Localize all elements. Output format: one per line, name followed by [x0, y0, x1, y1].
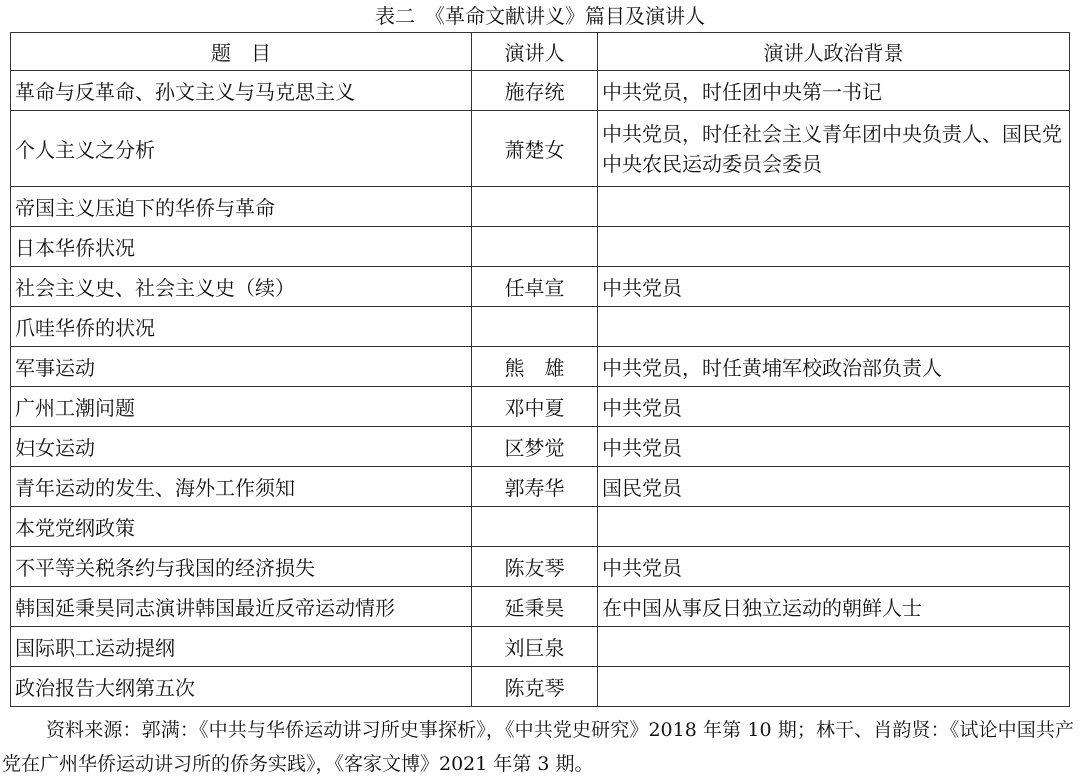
table-row — [11, 71, 1070, 111]
speaker-cell: 延秉昊 — [472, 587, 598, 627]
table-row — [11, 267, 1070, 307]
topic-cell: 爪哇华侨的状况 — [11, 307, 472, 347]
table-caption: 表二 《革命文献讲义》篇目及演讲人 — [375, 4, 705, 28]
background-cell: 国民党员 — [598, 467, 1070, 507]
table-row — [11, 587, 1070, 627]
topic-cell: 国际职工运动提纲 — [11, 627, 472, 667]
speaker-cell: 陈克琴 — [472, 667, 598, 707]
table-row — [11, 627, 1070, 667]
speaker-cell — [472, 307, 598, 347]
speaker-cell: 萧楚女 — [472, 111, 598, 187]
topic-cell: 韩国延秉昊同志演讲韩国最近反帝运动情形 — [11, 587, 472, 627]
background-cell: 中共党员，时任团中央第一书记 — [598, 71, 1070, 111]
topic-cell: 本党党纲政策 — [11, 507, 472, 547]
speaker-cell: 施存统 — [472, 71, 598, 111]
background-cell: 中共党员 — [598, 267, 1070, 307]
background-cell — [598, 307, 1070, 347]
speaker-cell: 邓中夏 — [472, 387, 598, 427]
speaker-cell: 区梦觉 — [472, 427, 598, 467]
topic-cell: 日本华侨状况 — [11, 227, 472, 267]
header-speaker: 演讲人 — [472, 33, 598, 71]
topic-cell: 政治报告大纲第五次 — [11, 667, 472, 707]
topic-cell: 不平等关税条约与我国的经济损失 — [11, 547, 472, 587]
background-cell — [598, 227, 1070, 267]
table-header-row — [11, 33, 1070, 71]
background-cell: 中共党员 — [598, 547, 1070, 587]
background-cell — [598, 507, 1070, 547]
lecture-table — [10, 32, 1070, 707]
background-cell: 中共党员，时任黄埔军校政治部负责人 — [598, 347, 1070, 387]
table-row — [11, 307, 1070, 347]
table-row — [11, 467, 1070, 507]
background-cell: 中共党员，时任社会主义青年团中央负责人、国民党中央农民运动委员会委员 — [598, 111, 1070, 187]
speaker-cell: 任卓宣 — [472, 267, 598, 307]
topic-cell: 广州工潮问题 — [11, 387, 472, 427]
header-background: 演讲人政治背景 — [598, 33, 1070, 71]
speaker-cell: 陈友琴 — [472, 547, 598, 587]
header-topic: 题 目 — [11, 33, 472, 71]
background-cell — [598, 667, 1070, 707]
topic-cell: 青年运动的发生、海外工作须知 — [11, 467, 472, 507]
table-row — [11, 427, 1070, 467]
table-row — [11, 227, 1070, 267]
topic-cell: 个人主义之分析 — [11, 111, 472, 187]
table-row — [11, 187, 1070, 227]
background-cell: 在中国从事反日独立运动的朝鲜人士 — [598, 587, 1070, 627]
topic-cell: 军事运动 — [11, 347, 472, 387]
table-row — [11, 547, 1070, 587]
speaker-cell: 熊 雄 — [472, 347, 598, 387]
source-note: 资料来源：郭满：《中共与华侨运动讲习所史事探析》，《中共党史研究》2018 年第 10 期；林干、肖韵贤：《试论中国共产党在广州华侨运动讲习所的侨务实践》，《客家文博》2021 年第 3 期。 — [2, 719, 1074, 775]
table-row — [11, 387, 1070, 427]
table-row — [11, 667, 1070, 707]
speaker-cell — [472, 187, 598, 227]
speaker-cell: 刘巨泉 — [472, 627, 598, 667]
table-row — [11, 347, 1070, 387]
table-row — [11, 111, 1070, 187]
background-cell: 中共党员 — [598, 387, 1070, 427]
speaker-cell: 郭寿华 — [472, 467, 598, 507]
background-cell — [598, 627, 1070, 667]
speaker-cell — [472, 507, 598, 547]
table-row — [11, 507, 1070, 547]
background-cell: 中共党员 — [598, 427, 1070, 467]
topic-cell: 妇女运动 — [11, 427, 472, 467]
speaker-cell — [472, 227, 598, 267]
topic-cell: 革命与反革命、孙文主义与马克思主义 — [11, 71, 472, 111]
background-cell — [598, 187, 1070, 227]
topic-cell: 社会主义史、社会主义史（续） — [11, 267, 472, 307]
topic-cell: 帝国主义压迫下的华侨与革命 — [11, 187, 472, 227]
